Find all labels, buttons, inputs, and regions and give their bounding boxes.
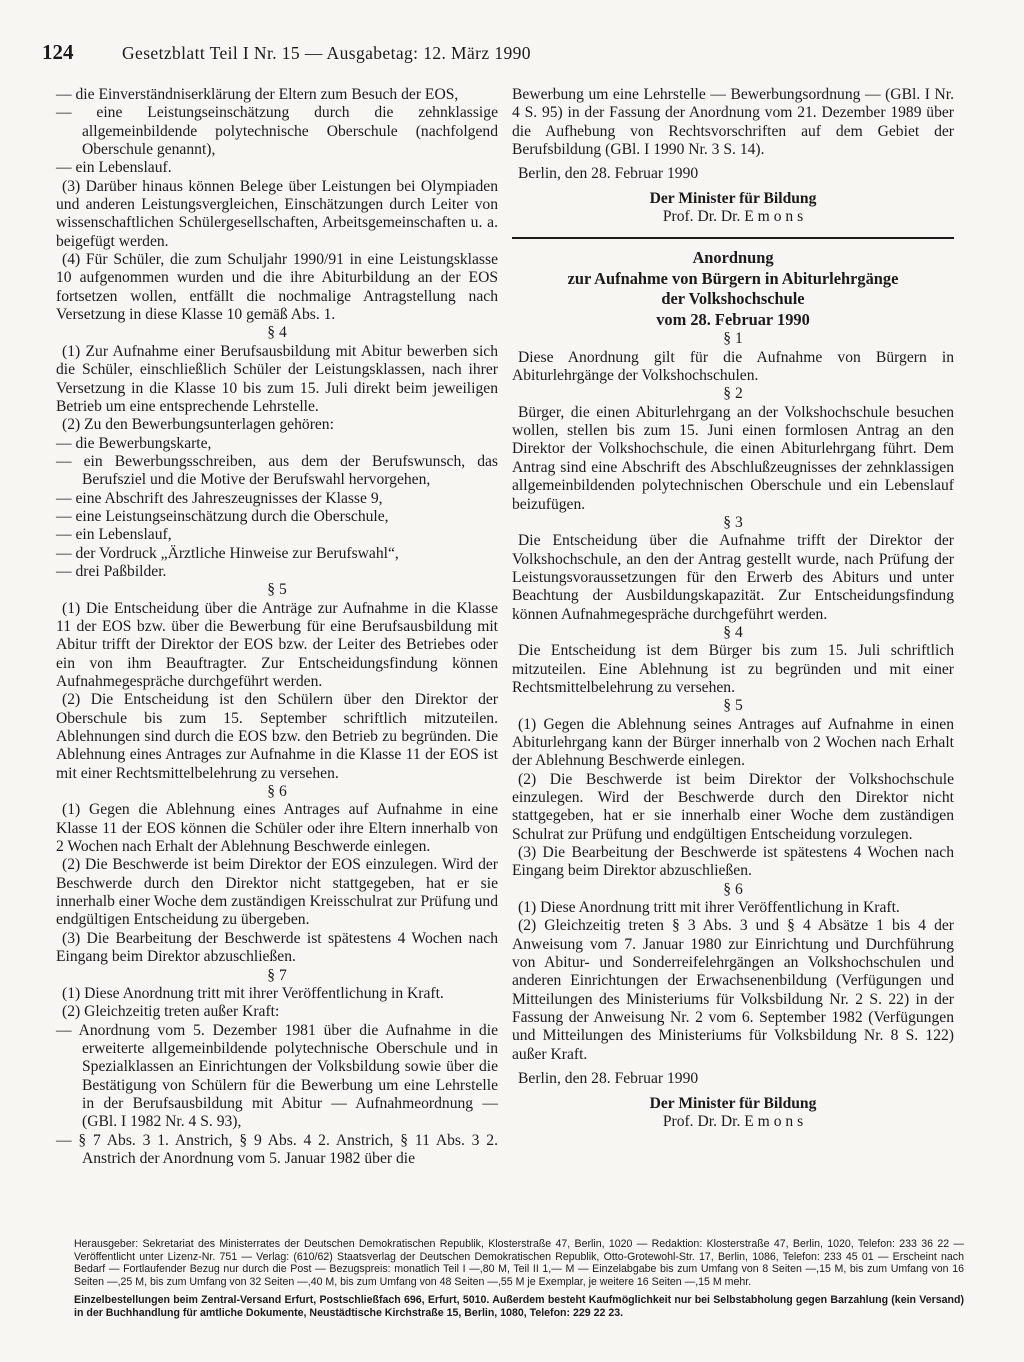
paragraph: (1) Diese Anordnung tritt mit ihrer Veröffentlichung in Kraft. <box>62 984 444 1002</box>
paragraph: (4) Für Schüler, die zum Schuljahr 1990/91 in eine Leistungsklasse 10 aufgenommen wurden und die ihre Abiturbildung an der EOS fortsetzen wollen, entfällt die nochmalige Antragstellung nach Versetzung in diese Klasse 10 gemäß Abs. 1. <box>56 251 498 324</box>
paragraph: (2) Zu den Bewerbungsunterlagen gehören: <box>62 416 334 434</box>
paragraph: Bewerbung um eine Lehrstelle — Bewerbungsordnung — (GBl. I Nr. 4 S. 95) in der Fassung der Anordnung vom 21. Dezember 1989 über die Aufhebung von Rechtsvorschriften auf dem Gebiet der Berufsbildung (GBl. I 1990 Nr. 3 S. 14). <box>512 86 954 159</box>
paragraph: (2) Die Beschwerde ist beim Direktor der EOS einzulegen. Wird der Beschwerde durch den Direktor nicht stattgegeben, hat er sie innerhalb einer Woche dem zuständigen Kreisschulrat zur Prüfung und endgültigen Entscheidung zu übergeben. <box>56 856 498 929</box>
header-title: Gesetzblatt Teil I Nr. 15 — Ausgabetag: 12. März 1990 <box>122 43 531 63</box>
right-column <box>512 86 954 1131</box>
list-item: — eine Leistungseinschätzung durch die zehnklassige allgemeinbildende polytechnische Oberschule (nachfolgend Oberschule genannt), <box>56 104 498 159</box>
imprint-footer <box>74 1238 964 1320</box>
paragraph: (2) Gleichzeitig treten § 3 Abs. 3 und § 4 Absätze 1 bis 4 der Anweisung vom 7. Januar 1980 zur Einrichtung und Durchführung von Abitur- und Sonderreifelehrgängen an Volkshochschulen und anderen Einrichtungen der Erwachsenenbildung (Verfügungen und Mitteilungen des Ministeriums für Volksbildung Nr. 2 S. 22) in der Fassung der Anweisung Nr. 2 vom 6. September 1982 (Verfügungen und Mitteilungen des Ministeriums für Volksbildung Nr. 8 S. 122) außer Kraft. <box>512 917 954 1063</box>
list-item: — ein Bewerbungsschreiben, aus dem der Berufswunsch, das Berufsziel und die Motive der Berufswahl hervorgehen, <box>56 452 498 489</box>
document-title: der Volkshochschule <box>661 289 805 309</box>
paragraph: (1) Diese Anordnung tritt mit ihrer Veröffentlichung in Kraft. <box>518 899 900 917</box>
list-item: — drei Paßbilder. <box>56 562 167 580</box>
list-item: — der Vordruck „Ärztliche Hinweise zur Berufswahl“, <box>56 544 399 562</box>
signature-name: Prof. Dr. Dr. E m o n s <box>662 208 804 226</box>
section-heading: § 5 <box>267 581 287 599</box>
list-item: — die Einverständniserklärung der Eltern zum Besuch der EOS, <box>56 86 459 103</box>
paragraph: Die Entscheidung ist dem Bürger bis zum 15. Juli schriftlich mitzuteilen. Eine Ablehnung ist zu begründen und mit einer Rechtsmittelbelehrung zu versehen. <box>512 642 954 696</box>
document-title: zur Aufnahme von Bürgern in Abiturlehrgänge <box>567 268 899 288</box>
imprint-text: Herausgeber: Sekretariat des Ministerrates der Deutschen Demokratischen Republik, Klosterstraße 47, Berlin, 1020 — Redaktion: Klosterstraße 47, Berlin, 1020, Telefon: 233 36 22 — Veröffentlicht unter Lizenz-Nr. 751 — Verlag: (610/62) Staatsverlag der Deutschen Demokratischen Republik, Otto-Grotewohl-Str. 17, Berlin, 1086, Telefon: 233 45 01 — Erscheint nach Bedarf — Fortlaufender Bezug nur durch die Post — Bezugspreis: monatlich Teil I —,80 M, Teil II 1,— M — Einzelabgabe bis zum Umfang von 8 Seiten —,15 M, bis zum Umfang von 16 Seiten —,25 M, bis zum Umfang von 32 Seiten —,40 M, bis zum Umfang von 48 Seiten —,55 M je Exemplar, je weitere 16 Seiten —,15 M mehr. <box>74 1238 964 1288</box>
paragraph: (1) Die Entscheidung über die Anträge zur Aufnahme in die Klasse 11 der EOS bzw. über die Bewerbung für eine Berufsausbildung mit Abitur trifft der Direktor der EOS bzw. der Leiter des Betriebes oder ein von ihm Beauftragter. Zur Entscheidungsfindung können Aufnahmegespräche durchgeführt werden. <box>56 599 498 690</box>
paragraph: Die Entscheidung über die Aufnahme trifft der Direktor der Volkshochschule, an den der Antrag gestellt wurde, nach Prüfung der Leistungsvoraussetzungen für den Erwerb des Abiturs und unter Beachtung der Ausbildungskapazität. Zur Entscheidungsfindung können Aufnahmegespräche durchgeführt werden. <box>512 532 954 623</box>
section-heading: § 4 <box>723 623 743 641</box>
paragraph: Bürger, die einen Abiturlehrgang an der Volkshochschule besuchen wollen, stellen bis zum 15. Juni einen formlosen Antrag an den Direktor der Volkshochschule, die einen Abiturlehrgang führt. Dem Antrag sind eine Abschrift des Abschlußzeugnisses der zehnklassigen allgemeinbildenden polytechnischen Oberschule und ein Lebenslauf beizufügen. <box>512 403 954 513</box>
section-heading: § 5 <box>723 697 743 715</box>
paragraph: (1) Gegen die Ablehnung eines Antrages auf Aufnahme in eine Klasse 11 der EOS können die Schüler oder ihre Eltern innerhalb von 2 Wochen nach Erhalt der Ablehnung Beschwerde einlegen. <box>56 801 498 856</box>
section-heading: § 1 <box>723 330 743 348</box>
list-item: — ein Lebenslauf. <box>56 159 172 177</box>
list-item: — eine Abschrift des Jahreszeugnisses der Klasse 9, <box>56 489 383 507</box>
section-heading: § 3 <box>723 513 743 531</box>
date-line: Berlin, den 28. Februar 1990 <box>518 1070 699 1088</box>
section-heading: § 7 <box>267 966 287 984</box>
date-line: Berlin, den 28. Februar 1990 <box>518 165 699 183</box>
signature-name: Prof. Dr. Dr. E m o n s <box>662 1112 804 1130</box>
list-item: — ein Lebenslauf, <box>56 526 172 544</box>
document-title: Anordnung <box>692 248 774 268</box>
paragraph: Diese Anordnung gilt für die Aufnahme von Bürgern in Abiturlehrgänge der Volkshochschulen. <box>512 348 954 385</box>
paragraph: (3) Die Bearbeitung der Beschwerde ist spätestens 4 Wochen nach Eingang beim Direktor abzuschließen. <box>56 929 498 966</box>
list-item: — Anordnung vom 5. Dezember 1981 über die Aufnahme in die erweiterte allgemeinbildende polytechnische Oberschule und in Spezialklassen an Einrichtungen der Volksbildung sowie über die Bestätigung von Schülern für die Bewerbung um eine Lehrstelle in der Berufsausbildung mit Abitur — Aufnahmeordnung — (GBl. I 1982 Nr. 4 S. 93), <box>56 1021 498 1131</box>
section-divider <box>512 237 954 239</box>
paragraph: (3) Darüber hinaus können Belege über Leistungen bei Olympiaden und anderen Leistungsvergleichen, Einschätzungen durch Leiter von wissenschaftlichen Schülergesellschaften, Arbeitsgemeinschaften u. a. beigefügt werden. <box>56 177 498 250</box>
left-column <box>56 86 498 1168</box>
list-item: — eine Leistungseinschätzung durch die Oberschule, <box>56 507 389 525</box>
document-date: vom 28. Februar 1990 <box>656 309 810 329</box>
page-header <box>42 40 982 70</box>
order-info: Einzelbestellungen beim Zentral-Versand Erfurt, Postschließfach 696, Erfurt, 5010. Außerdem besteht Kaufmöglichkeit nur bei Selbstabholung gegen Barzahlung (kein Versand) in der Buchhandlung für amtliche Dokumente, Neustädtische Kirchstraße 15, Berlin, 1080, Telefon: 229 22 23. <box>74 1294 964 1319</box>
section-heading: § 6 <box>723 880 743 898</box>
list-item: — die Bewerbungskarte, <box>56 434 212 452</box>
paragraph: (2) Die Entscheidung ist den Schülern über den Direktor der Oberschule bis zum 15. September schriftlich mitzuteilen. Ablehnungen sind durch die EOS bzw. den Betrieb zu begründen. Die Ablehnung eines Antrages zur Aufnahme in die Klasse 11 der EOS ist mit einer Rechtsmittelbelehrung zu versehen. <box>56 691 498 782</box>
page-number: 124 <box>42 40 74 64</box>
section-heading: § 6 <box>267 783 287 801</box>
paragraph: (1) Gegen die Ablehnung seines Antrages auf Aufnahme in einen Abiturlehrgang kann der Bürger innerhalb von 2 Wochen nach Erhalt der Ablehnung Beschwerde einlegen. <box>512 715 954 770</box>
paragraph: (2) Gleichzeitig treten außer Kraft: <box>62 1003 280 1021</box>
paragraph: (1) Zur Aufnahme einer Berufsausbildung mit Abitur bewerben sich die Schüler, einschließlich Schüler der Leistungsklassen, nach ihrer Versetzung in die Klasse 10 bis zum 15. Juli direkt beim jeweiligen Betrieb um eine entsprechende Lehrstelle. <box>56 342 498 415</box>
signature-title: Der Minister für Bildung <box>649 189 817 207</box>
section-heading: § 2 <box>723 385 743 403</box>
paragraph: (2) Die Beschwerde ist beim Direktor der Volkshochschule einzulegen. Wird der Beschwerde durch den Direktor nicht stattgegeben, hat er sie innerhalb einer Woche dem zuständigen Schulrat zur Prüfung und endgültigen Entscheidung vorzulegen. <box>512 770 954 843</box>
list-item: — § 7 Abs. 3 1. Anstrich, § 9 Abs. 4 2. Anstrich, § 11 Abs. 3 2. Anstrich der Anordnung vom 5. Januar 1982 über die <box>56 1131 498 1167</box>
signature-title: Der Minister für Bildung <box>649 1094 817 1112</box>
paragraph: (3) Die Bearbeitung der Beschwerde ist spätestens 4 Wochen nach Eingang beim Direktor abzuschließen. <box>512 844 954 880</box>
section-heading: § 4 <box>267 324 287 342</box>
